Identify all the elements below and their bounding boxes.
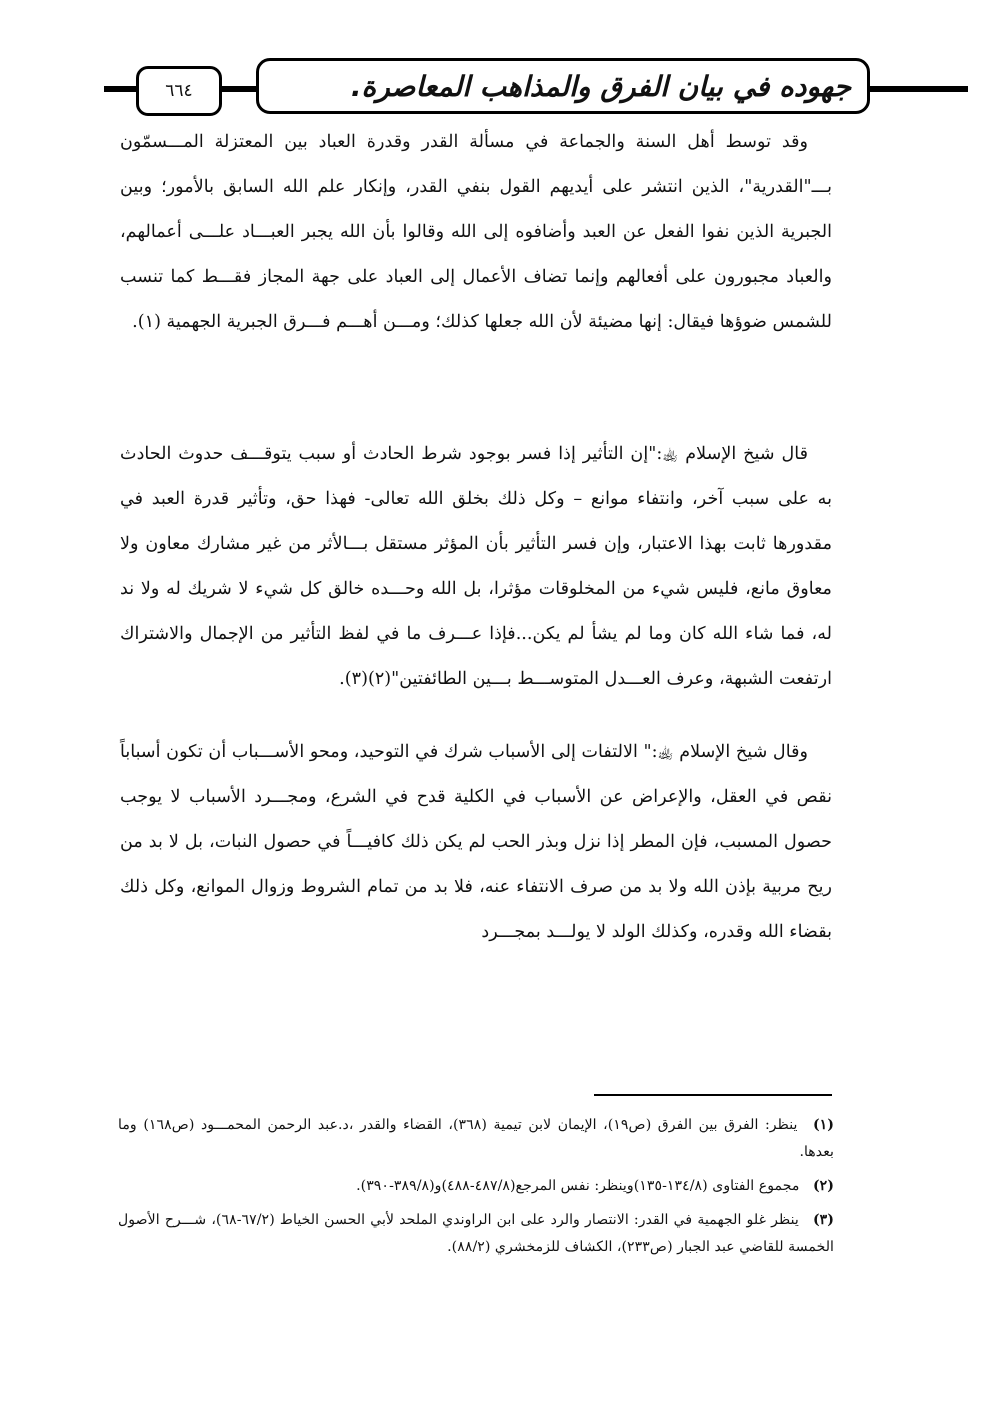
page-number: ٦٦٤ <box>165 81 193 101</box>
header-rule-left <box>104 86 138 92</box>
footnote-2 <box>118 1173 834 1200</box>
footnotes <box>118 1112 834 1268</box>
footnote-text: مجموع الفتاوى (١٣٤/٨-١٣٥)وينظر: نفس المرجع(٤٨٧/٨-٤٨٨)و(٣٨٩/٨-٣٩٠). <box>356 1178 800 1194</box>
running-title: جهوده في بيان الفرق والمذاهب المعاصرة. <box>350 69 851 103</box>
footnote-3 <box>118 1207 834 1261</box>
page-number-box <box>136 66 222 116</box>
footnote-number: (١) <box>812 1117 834 1133</box>
body-paragraph-1 <box>120 120 832 345</box>
footnote-1 <box>118 1112 834 1166</box>
paragraph-text: وقال شيخ الإسلام ﵀:" الالتفات إلى الأسباب شرك في التوحيد، ومحو الأســـباب أن تكون أسباباً نقص في العقل، والإعراض عن الأسباب في الكلية قدح في الشرع، ومجـــرد الأسباب لا يوجب حصول المسبب، فإن المطر إذا نزل وبذر الحب لم يكن ذلك كافيـــاً في حصول النبات، بل لا بد من ريح مربية بإذن الله ولا بد من صرف الانتفاء عنه، فلا بد من تمام الشروط وزوال الموانع، وكل ذلك بقضاء الله وقدره، وكذلك الولد لا يولـــد بمجـــرد <box>120 742 832 942</box>
paragraph-text: قال شيخ الإسلام ﵀:"إن التأثير إذا فسر بوجود شرط الحادث أو سبب يتوقـــف حدوث الحادث به على سبب آخر، وانتفاء موانع – وكل ذلك بخلق الله تعالى- فهذا حق، وتأثير قدرة العبد في مقدورها ثابت بهذا الاعتبار، وإن فسر التأثير بأن المؤثر مستقل بـــالأثر من غير مشارك معاون ولا معاوق مانع، فليس شيء من المخلوقات مؤثرا، بل الله وحـــده خالق كل شيء لا شريك له ولا ند له، فما شاء الله كان وما لم يشأ لم يكن...فإذا عـــرف ما في لفظ التأثير من الإجمال والاشتراك ارتفعت الشبهة، وعرف العـــدل المتوســـط بـــين الطائفتين"(٢)(٣). <box>120 444 832 689</box>
running-title-box <box>256 58 870 114</box>
footnote-number: (٣) <box>812 1212 835 1228</box>
paragraph-text: وقد توسط أهل السنة والجماعة في مسألة القدر وقدرة العباد بين المعتزلة المـــسمّون بـــ"القدرية"، الذين انتشر على أيديهم القول بنفي القدر، وإنكار علم الله السابق بالأمور؛ وبين الجبرية الذين نفوا الفعل عن العبد وأضافوه إلى الله وقالوا بأن الله يجبر العبـــاد علـــى أعمالهم، والعباد مجبورون على أفعالهم وإنما تضاف الأعمال إلى العباد على جهة المجاز فقـــط كما تنسب للشمس ضوؤها فيقال: إنها مضيئة لأن الله جعلها كذلك؛ ومـــن أهـــم فـــرق الجبرية الجهمية (١). <box>120 132 832 332</box>
header-rule-right <box>868 86 968 92</box>
footnote-separator <box>594 1094 832 1096</box>
footnote-text: ينظر: الفرق بين الفرق (ص١٩)، الإيمان لابن تيمية (٣٦٨)، القضاء والقدر ،د.عبد الرحمن المحمـــود (ص١٦٨) وما بعدها. <box>118 1117 834 1160</box>
body-paragraph-3 <box>120 730 832 955</box>
body-paragraph-2 <box>120 432 832 702</box>
footnote-number: (٢) <box>812 1178 834 1194</box>
footnote-text: ينظر غلو الجهمية في القدر: الانتصار والرد على ابن الراوندي الملحد لأبي الحسن الخياط (٦٧/٢-٦٨)، شـــرح الأصول الخمسة للقاضي عبد الجبار (ص٢٣٣)، الكشاف للزمخشري (٨٨/٢). <box>118 1212 834 1255</box>
